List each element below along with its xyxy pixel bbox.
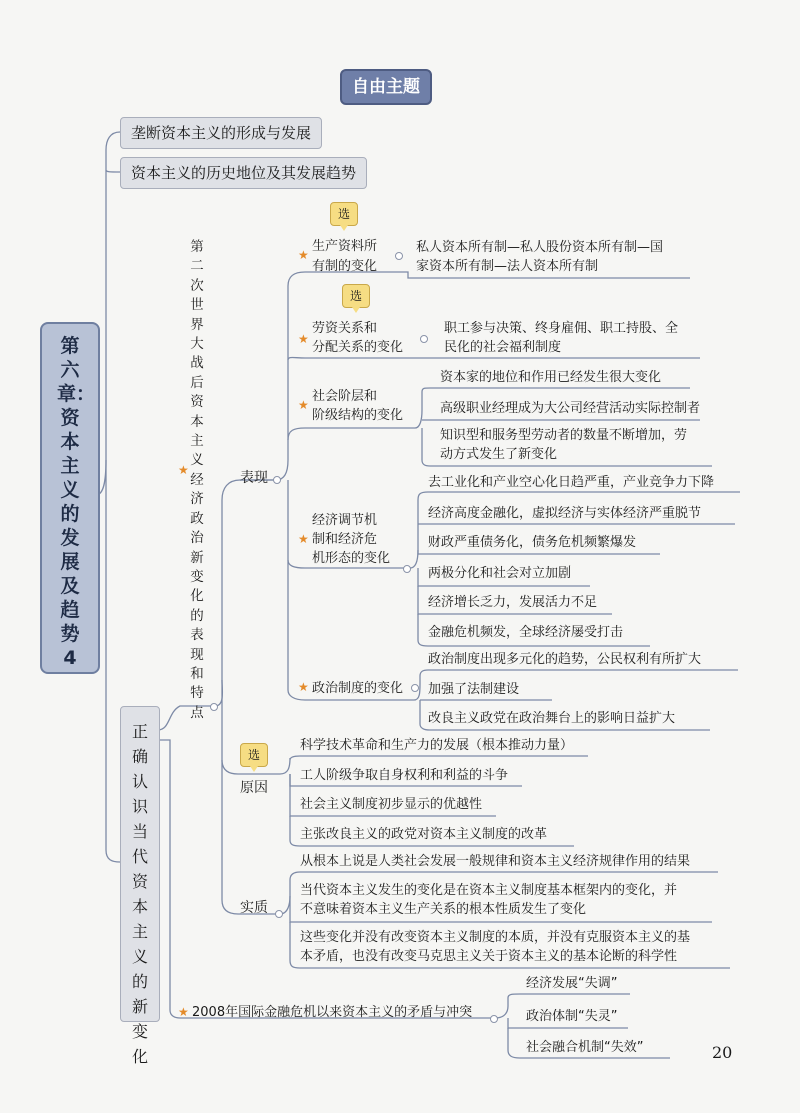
star-icon: ★ <box>178 1005 189 1019</box>
category-economy-label-1[interactable]: 经济调节机 <box>312 513 378 528</box>
labor-item: 民化的社会福利制度 <box>444 340 562 355</box>
politics-item: 加强了法制建设 <box>428 682 520 697</box>
page-number: 20 <box>712 1043 733 1062</box>
crisis-item: 社会融合机制“失效” <box>526 1040 644 1055</box>
economy-item: 经济增长乏力，发展活力不足 <box>428 595 598 610</box>
reason-item: 工人阶级争取自身权利和利益的斗争 <box>300 768 509 783</box>
collapse-dot-icon[interactable] <box>420 335 428 343</box>
select-badge: 选 <box>330 202 358 226</box>
category-ownership-label-1[interactable]: 生产资料所 <box>312 239 378 254</box>
root-title[interactable]: 自由主题 <box>340 69 432 105</box>
collapse-dot-icon[interactable] <box>403 565 411 573</box>
star-icon: ★ <box>298 332 309 346</box>
class-item: 知识型和服务型劳动者的数量不断增加，劳 <box>440 428 688 443</box>
category-labor-label-2[interactable]: 分配关系的变化 <box>312 340 404 355</box>
labor-item: 职工参与决策、终身雇佣、职工持股、全 <box>444 321 679 336</box>
category-politics-label[interactable]: 政治制度的变化 <box>312 681 404 696</box>
ownership-item: 私人资本所有制—私人股份资本所有制—国 <box>416 240 664 255</box>
branch-monopoly-capitalism[interactable]: 垄断资本主义的形成与发展 <box>120 117 322 149</box>
ownership-item: 家资本所有制—法人资本所有制 <box>416 259 599 274</box>
category-ownership-label-2[interactable]: 有制的变化 <box>312 259 378 274</box>
branch-new-changes-label: 正确认识当代资本主义的新变化 <box>131 722 148 1066</box>
collapse-dot-icon[interactable] <box>395 252 403 260</box>
politics-item: 改良主义政党在政治舞台上的影响日益扩大 <box>428 711 676 726</box>
essence-item: 这些变化并没有改变资本主义制度的本质，并没有克服资本主义的基 <box>300 930 691 945</box>
crisis-label[interactable]: 2008年国际金融危机以来资本主义的矛盾与冲突 <box>192 1005 473 1020</box>
category-economy-label-2[interactable]: 制和经济危 <box>312 532 378 547</box>
reason-item: 科学技术革命和生产力的发展（根本推动力量） <box>300 738 574 753</box>
reason-item: 主张改良主义的政党对资本主义制度的改革 <box>300 827 548 842</box>
class-item: 动方式发生了新变化 <box>440 447 558 462</box>
chapter-node[interactable] <box>40 322 100 674</box>
class-item: 资本家的地位和作用已经发生很大变化 <box>440 370 662 385</box>
essence-item: 从根本上说是人类社会发展一般规律和资本主义经济规律作用的结果 <box>300 854 691 869</box>
economy-item: 去工业化和产业空心化日趋严重，产业竞争力下降 <box>428 475 715 490</box>
collapse-dot-icon[interactable] <box>275 910 283 918</box>
category-class-label-2[interactable]: 阶级结构的变化 <box>312 408 404 423</box>
collapse-dot-icon[interactable] <box>411 684 419 692</box>
crisis-item: 经济发展“失调” <box>526 976 618 991</box>
essence-item: 当代资本主义发生的变化是在资本主义制度基本框架内的变化，并 <box>300 883 678 898</box>
star-icon: ★ <box>298 248 309 262</box>
select-badge: 选 <box>342 284 370 308</box>
category-labor-label-1[interactable]: 劳资关系和 <box>312 321 378 336</box>
collapse-dot-icon[interactable] <box>210 703 218 711</box>
economy-item: 两极分化和社会对立加剧 <box>428 566 572 581</box>
economy-item: 经济高度金融化，虚拟经济与实体经济严重脱节 <box>428 506 702 521</box>
star-icon: ★ <box>178 463 189 477</box>
crisis-item: 政治体制“失灵” <box>526 1009 618 1024</box>
branch-new-changes[interactable] <box>120 706 160 1066</box>
essence-item: 本矛盾，也没有改变马克思主义关于资本主义的基本论断的科学性 <box>300 949 678 964</box>
section-yuanyin[interactable]: 原因 <box>240 780 268 796</box>
category-economy-label-3[interactable]: 机形态的变化 <box>312 551 391 566</box>
star-icon: ★ <box>298 680 309 694</box>
section-biaoxian[interactable]: 表现 <box>240 470 268 486</box>
select-badge: 选 <box>240 743 268 767</box>
postwar-changes-label: 第二次世界大战后资本主义经济政治新变化的表现和特点 <box>190 239 204 721</box>
category-class-label-1[interactable]: 社会阶层和 <box>312 389 378 404</box>
economy-item: 金融危机频发，全球经济屡受打击 <box>428 625 624 640</box>
class-item: 高级职业经理成为大公司经营活动实际控制者 <box>440 401 701 416</box>
collapse-dot-icon[interactable] <box>490 1015 498 1023</box>
chapter-label: 第六章：资本主义的发展及趋势4 <box>57 335 96 669</box>
politics-item: 政治制度出现多元化的趋势，公民权利有所扩大 <box>428 652 702 667</box>
collapse-dot-icon[interactable] <box>273 476 281 484</box>
star-icon: ★ <box>298 398 309 412</box>
branch-historical-status[interactable]: 资本主义的历史地位及其发展趋势 <box>120 157 367 189</box>
essence-item: 不意味着资本主义生产关系的根本性质发生了变化 <box>300 902 587 917</box>
section-shizhi[interactable]: 实质 <box>240 900 268 916</box>
postwar-changes-node[interactable] <box>186 238 208 723</box>
economy-item: 财政严重债务化，债务危机频繁爆发 <box>428 535 637 550</box>
reason-item: 社会主义制度初步显示的优越性 <box>300 797 483 812</box>
star-icon: ★ <box>298 532 309 546</box>
